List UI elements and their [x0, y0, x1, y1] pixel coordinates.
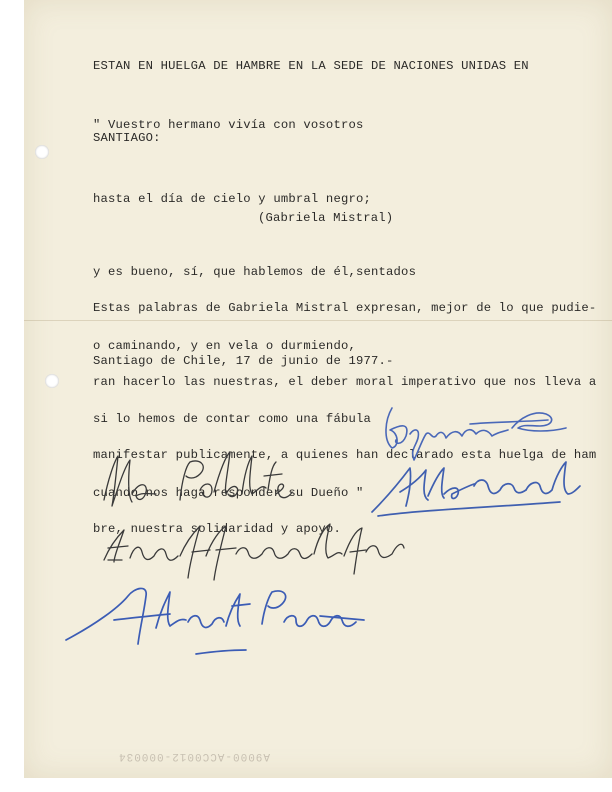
paragraph-line: manifestar publicamente, a quienes han declarado esta huelga de ham [93, 448, 597, 462]
heading-line: ESTAN EN HUELGA DE HAMBRE EN LA SEDE DE NACIONES UNIDAS EN [93, 59, 529, 73]
paragraph-line: Estas palabras de Gabriela Mistral expresan, mejor de lo que pudie- [93, 301, 597, 315]
signature-bgazma [386, 408, 566, 460]
paragraph-line: ran hacerlo las nuestras, el deber moral imperativo que nos lleva a [93, 374, 597, 389]
paragraph-line: bre, nuestra solidaridad y apoyo. [93, 521, 341, 536]
poem-line: si lo hemos de contar como una fábula [93, 412, 372, 426]
signature-elena [104, 524, 404, 580]
poem-line: o caminando, y en vela o durmiendo, [93, 338, 356, 353]
poem-line: y es bueno, sí, que hablemos de él,sentados [93, 265, 417, 279]
signature-ma-poblete [104, 452, 292, 506]
poem-line: " Vuestro hermano vivía con vosotros [93, 118, 364, 132]
signature-allalamende [372, 462, 580, 516]
signature-alberto-parada [66, 588, 364, 654]
archive-stamp: A9000-ACC0012-000034 [118, 750, 271, 762]
poem-line: hasta el día de cielo y umbral negro; [93, 191, 372, 206]
heading-line: SANTIAGO: [93, 131, 161, 145]
poem-attribution: (Gabriela Mistral) [258, 211, 394, 225]
poem-line: cuando nos haga responder su Dueño " [93, 485, 364, 500]
place-date-line: Santiago de Chile, 17 de junio de 1977.- [93, 354, 394, 368]
